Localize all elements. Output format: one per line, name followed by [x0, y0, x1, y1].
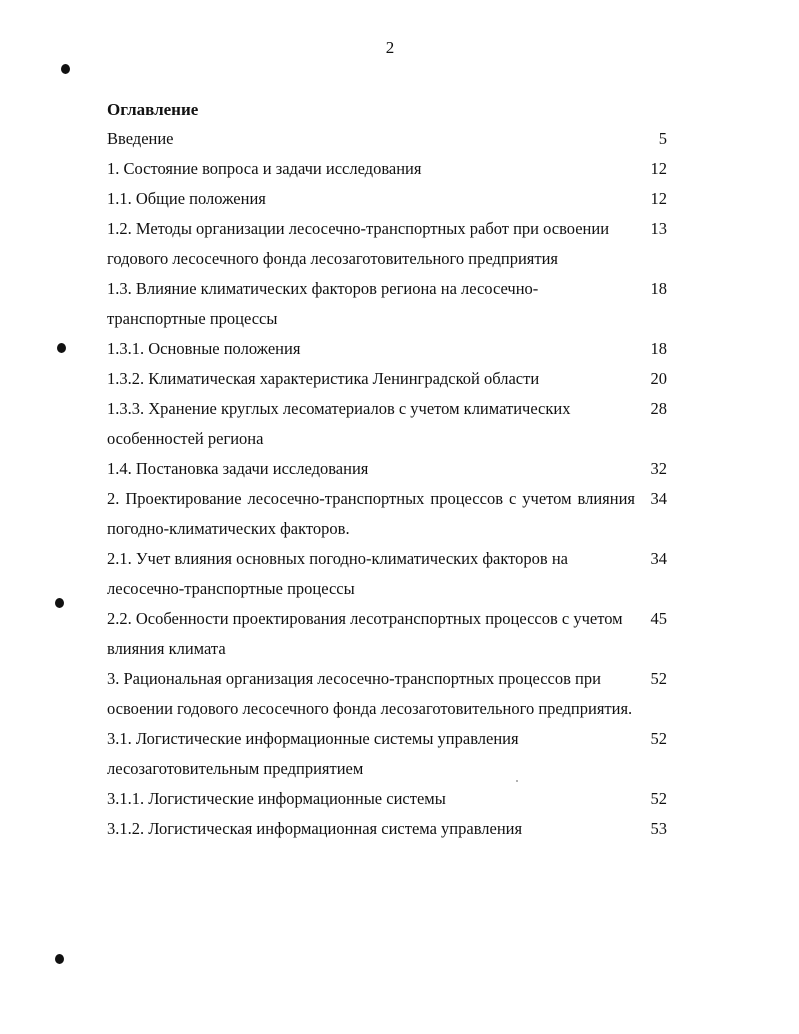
toc-entry-title: 2.1. Учет влияния основных погодно-климатических факторов на лесосечно-транспортные процессы	[107, 549, 568, 598]
toc-entry-1-3-1	[107, 334, 667, 364]
toc-entry-2-1	[107, 544, 667, 604]
toc-heading: Оглавление	[107, 100, 199, 119]
toc-entry-page: 12	[650, 159, 667, 178]
toc-entry-title: 1. Состояние вопроса и задачи исследования	[107, 159, 422, 178]
toc-entry-3-1-2	[107, 814, 667, 844]
toc-entry-title: 1.1. Общие положения	[107, 189, 266, 208]
toc-entry-1-3-3	[107, 394, 667, 454]
toc-entry-page: 13	[650, 219, 667, 238]
toc-entry-2-2	[107, 604, 667, 664]
toc-entry-page: 18	[650, 339, 667, 358]
toc-entry-1-4	[107, 454, 667, 484]
toc-entry-1	[107, 154, 667, 184]
toc-entry-title: 1.2. Методы организации лесосечно-транспортных работ при освоении годового лесосечного фонда лесозаготовительного предприятия	[107, 219, 610, 268]
toc-entry-title: 1.3.1. Основные положения	[107, 339, 301, 358]
toc-entry-title: 1.4. Постановка задачи исследования	[107, 459, 369, 478]
punch-hole-mark	[61, 64, 70, 74]
toc-entry-page: 52	[650, 729, 667, 748]
toc-entry-title: 1.3.3. Хранение круглых лесоматериалов с учетом климатических особенностей региона	[107, 399, 571, 448]
toc-entry-1-1	[107, 184, 667, 214]
toc-entry-1-2	[107, 214, 667, 274]
toc-entry-page: 5	[658, 129, 667, 148]
toc-entry-title: 1.3. Влияние климатических факторов региона на лесосечно-транспортные процессы	[107, 279, 539, 328]
page-number: 2	[385, 38, 395, 57]
toc-entry-page: 53	[650, 819, 667, 838]
scan-speck	[516, 780, 518, 782]
toc-entry-page: 34	[650, 549, 667, 568]
toc-entry-page: 32	[650, 459, 667, 478]
punch-hole-mark	[55, 954, 64, 964]
toc-entry-3-1-1	[107, 784, 667, 814]
punch-hole-mark	[55, 598, 64, 608]
toc-entry-3	[107, 664, 667, 724]
toc-entry-page: 52	[650, 789, 667, 808]
table-of-contents	[107, 124, 667, 844]
toc-entry-page: 20	[650, 369, 667, 388]
toc-entry-title: 2. Проектирование лесосечно-транспортных процессов с учетом влияния погодно-климатических факторов.	[107, 489, 635, 538]
toc-entry-title: 3.1.1. Логистические информационные системы	[107, 789, 446, 808]
toc-entry-title: 3. Рациональная организация лесосечно-транспортных процессов при освоении годового лесосечного фонда лесозаготовительного предприятия.	[107, 669, 633, 718]
toc-entry-2	[107, 484, 667, 544]
toc-entry-title: 2.2. Особенности проектирования лесотранспортных процессов с учетом влияния климата	[107, 609, 623, 658]
toc-entry-page: 28	[650, 399, 667, 418]
toc-entry-page: 18	[650, 279, 667, 298]
toc-entry-introduction	[107, 124, 667, 154]
toc-entry-page: 34	[650, 489, 667, 508]
toc-entry-page: 12	[650, 189, 667, 208]
toc-entry-page: 45	[650, 609, 667, 628]
toc-entry-title: 3.1.2. Логистическая информационная система управления	[107, 819, 523, 838]
toc-entry-1-3-2	[107, 364, 667, 394]
punch-hole-mark	[57, 343, 66, 353]
toc-entry-title: 1.3.2. Климатическая характеристика Ленинградской области	[107, 369, 540, 388]
toc-entry-title: 3.1. Логистические информационные системы управления лесозаготовительным предприятием	[107, 729, 519, 778]
toc-entry-title: Введение	[107, 129, 174, 148]
toc-entry-3-1	[107, 724, 667, 784]
toc-entry-1-3	[107, 274, 667, 334]
toc-entry-page: 52	[650, 669, 667, 688]
